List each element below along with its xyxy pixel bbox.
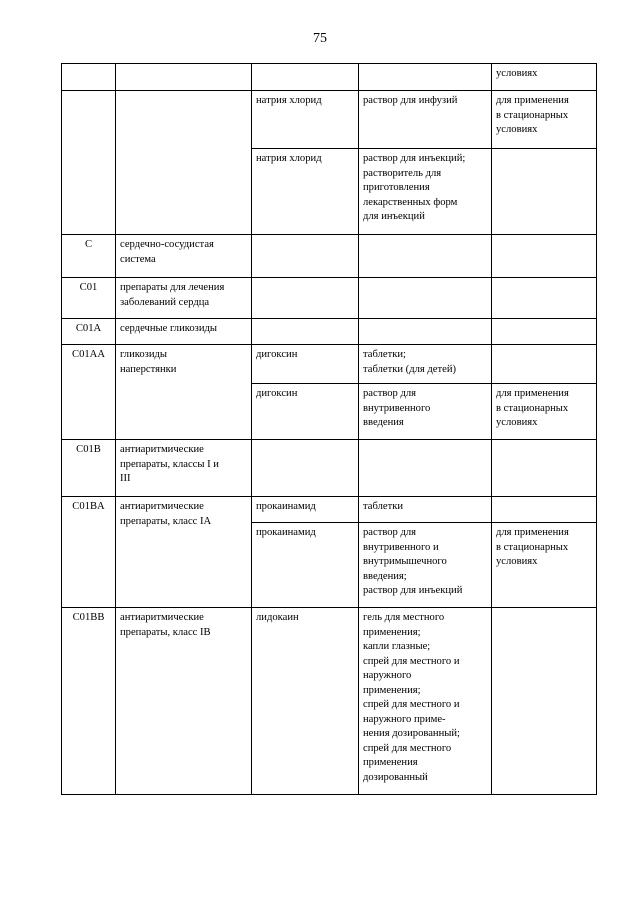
- form-cell: раствор для внутривенного введения: [359, 384, 492, 440]
- group-cell: сердечно-сосудистая система: [116, 235, 252, 278]
- drug-cell: [252, 319, 359, 345]
- form-cell: раствор для внутривенного и внутримышечного введения; раствор для инъекций: [359, 523, 492, 608]
- form-cell: [359, 319, 492, 345]
- atc-code-cell: C01AA: [62, 345, 116, 440]
- note-cell: [492, 497, 597, 523]
- drug-cell: [252, 278, 359, 319]
- drug-cell: [252, 64, 359, 91]
- page-number: 75: [313, 31, 327, 46]
- note-cell: для применения в стационарных условиях: [492, 384, 597, 440]
- note-cell: [492, 345, 597, 384]
- table-row: [62, 608, 597, 795]
- group-cell: антиаритмические препараты, класс IB: [116, 608, 252, 795]
- form-cell: [359, 278, 492, 319]
- drug-cell: лидокаин: [252, 608, 359, 795]
- atc-code-cell: C01: [62, 278, 116, 319]
- form-cell: [359, 235, 492, 278]
- atc-code-cell: C01B: [62, 440, 116, 497]
- table-row: [62, 497, 597, 523]
- group-cell: препараты для лечения заболеваний сердца: [116, 278, 252, 319]
- form-cell: [359, 64, 492, 91]
- drug-cell: дигоксин: [252, 345, 359, 384]
- drug-cell: прокаинамид: [252, 523, 359, 608]
- group-cell: гликозиды наперстянки: [116, 345, 252, 440]
- form-cell: гель для местного применения; капли глазные; спрей для местного и наружного применения; спрей для местного и наружного приме- нения дозированный; спрей для местного применения дозированный: [359, 608, 492, 795]
- table-row: [62, 64, 597, 91]
- note-cell: [492, 440, 597, 497]
- group-cell: антиаритмические препараты, классы I и III: [116, 440, 252, 497]
- group-cell: [116, 64, 252, 91]
- note-cell: [492, 278, 597, 319]
- form-cell: раствор для инфузий: [359, 91, 492, 149]
- group-cell: антиаритмические препараты, класс IA: [116, 497, 252, 608]
- atc-code-cell: C01A: [62, 319, 116, 345]
- drug-table: [61, 63, 597, 795]
- group-cell: сердечные гликозиды: [116, 319, 252, 345]
- table-row: [62, 319, 597, 345]
- drug-cell: натрия хлорид: [252, 149, 359, 235]
- form-cell: раствор для инъекций; растворитель для приготовления лекарственных форм для инъекций: [359, 149, 492, 235]
- atc-code-cell: C01BB: [62, 608, 116, 795]
- table-row: [62, 278, 597, 319]
- table-row: [62, 345, 597, 384]
- drug-cell: прокаинамид: [252, 497, 359, 523]
- note-cell: [492, 149, 597, 235]
- table-row: [62, 91, 597, 149]
- form-cell: таблетки: [359, 497, 492, 523]
- note-cell: [492, 319, 597, 345]
- note-cell: [492, 608, 597, 795]
- form-cell: таблетки; таблетки (для детей): [359, 345, 492, 384]
- drug-cell: натрия хлорид: [252, 91, 359, 149]
- atc-code-cell: C: [62, 235, 116, 278]
- atc-code-cell: [62, 64, 116, 91]
- note-cell: для применения в стационарных условиях: [492, 91, 597, 149]
- group-cell: [116, 91, 252, 235]
- atc-code-cell: C01BA: [62, 497, 116, 608]
- drug-cell: [252, 235, 359, 278]
- note-cell: [492, 235, 597, 278]
- note-cell: для применения в стационарных условиях: [492, 523, 597, 608]
- note-cell: условиях: [492, 64, 597, 91]
- form-cell: [359, 440, 492, 497]
- table-row: [62, 235, 597, 278]
- drug-cell: дигоксин: [252, 384, 359, 440]
- atc-code-cell: [62, 91, 116, 235]
- drug-cell: [252, 440, 359, 497]
- table-row: [62, 440, 597, 497]
